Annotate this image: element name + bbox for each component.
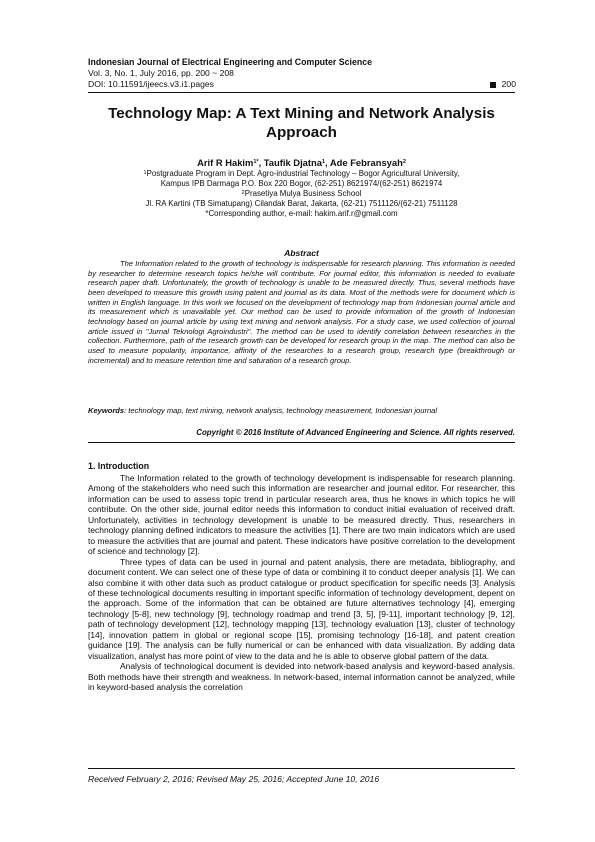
affiliation-2-line-2: Jl. RA Kartini (TB Simatupang) Cilandak Barat, Jakarta, (62-21) 7511126/(62-21) 7511128 [145, 199, 458, 208]
paper-title [88, 104, 515, 142]
paragraph: Analysis of technological document is devided into network-based analysis and keyword-based analysis. Both methods have their strength and weakness. In network-based, internal information cannot be analyzed, while in keyword-based analysis the correlation [88, 661, 515, 693]
affiliation-2-line-1: $^2$Prasetiya Mulya Business School [241, 189, 362, 198]
paragraph: The Information related to the growth of technology development is indispensable for research planning. Among of the stakeholders who need such this information are researcher and journal editor. For researcher, this information can be used to assess topic trend in particular research area, thus he knows in which topics he will contribute. On the other side, journal editor needs this information to conduct initial evaluation of received draft. Unfortunately, activities in technology development is unable to be measured directly. Thus, researchers in technology planning defined indicators to measure the activities [1]. There are two main indicators which are used to measure the activities that are journal and patent. These indicators have positive correlation to the development of science and technology [2]. [88, 473, 515, 557]
footer-rule [88, 768, 515, 769]
title-line-1: Technology Map: A Text Mining and Network Analysis [108, 105, 495, 122]
affiliation-1-line-2: Kampus IPB Darmaga P.O. Box 220 Bogor, (62-251) 8621974/(62-251) 8621974 [160, 179, 443, 188]
doi: DOI: 10.11591/ijeecs.v3.i1.pages [88, 79, 214, 89]
abstract-rule [88, 442, 515, 443]
received-dates: Received February 2, 2016; Revised May 25, 2016; Accepted June 10, 2016 [88, 774, 380, 784]
author-2-sup: 1 [321, 159, 326, 165]
paragraph: Three types of data can be used in journal and patent analysis, there are metadata, bibliography, and document content. We can select one of these type of data or combining it to conduct deeper analysis [1]. We can also combine it with other data such as product catalogue or product specification for specific needs [3]. Analysis of these technological documents resulting in important specific information of technology development, depent on the approach. Some of the information that can be obtained are future alternatives technology [4], emerging technology [5-8], new technology [9], technology roadmap and trend [3, 5], [9-11], important technology [9, 12], path of technology development [12], technology mapping [13], technology evaluation [13], cluster of technology [14], innovation pattern in global or regional scope [15], promising technology [16-18], and patent creation guidance [19]. The analysis can be fully numerical or can be enhanced with data visualization. By adding data visualization, analyst has more point of view to the data and he is able to observe global pattern of the data. [88, 556, 515, 661]
abstract-heading: Abstract [284, 248, 319, 258]
abstract-text: The Information related to the growth of technology is indispensable for research planning. This information is needed by researcher to determine research topics he/she will contribute. For journal editor, this information is needed to evaluate research paper draft. Unfortunately, the growth of technology is unable to be measured directly. Thus, several methods have been developed to measure this growth using patent and journal as its data. Most of the methods were for document which is written in English language. In this work we focused on the development of technology map from Indonesian journal article and its measurement which is unavailable yet. Our method can be used to provide information of the growth of Indonesian technology based on journal article by using text mining and network analysis. For a study case, we used collection of journal article issued in "Jurnal Teknologi Agroindustri". The method can be used to identify correlation between researches in the collection. Furthermore, path of the research growth can be developed for research group in the map. The method can also be used to measure popularity, importance, affinity of the researches to a research group, research type (breakthrough or incremental) and to measure retention time and saturation of a research group. [88, 259, 515, 365]
running-header [88, 57, 516, 90]
author-1-sup: 1* [253, 159, 259, 165]
affiliation-2-sup: 2 [241, 190, 245, 196]
keywords [88, 406, 515, 416]
author-1: Arif R Hakim [197, 157, 254, 168]
page-number: 200 [501, 79, 516, 89]
header-rule [88, 92, 515, 93]
keywords-text: : technology map, text mining, network analysis, technology measurement, Indonesian journal [124, 406, 438, 415]
corresponding-author: *Corresponding author, e-mail: hakim.arif.r@gmail.com [205, 209, 398, 218]
page-number-group [490, 79, 516, 90]
section-heading: 1. Introduction [88, 461, 150, 471]
author-3: Ade Febransyah [329, 157, 403, 168]
volume-info: Vol. 3, No. 1, July 2016, pp. 200 ~ 208 [88, 68, 234, 78]
doi-row [88, 79, 516, 90]
author-block [88, 157, 515, 219]
abstract [88, 248, 515, 365]
author-2: Taufik Djatna [263, 157, 322, 168]
square-bullet-icon [490, 82, 496, 88]
keywords-label: Keywords [88, 406, 125, 415]
title-line-2: Approach [266, 124, 337, 141]
affiliation-1-line-1: $^1$Postgraduate Program in Dept. Agro-industrial Technology – Bogor Agricultural University, [143, 169, 460, 178]
author-3-sup: 2 [402, 159, 406, 165]
copyright-notice: Copyright © 2016 Institute of Advanced Engineering and Science. All rights reserved. [196, 428, 515, 437]
journal-name: Indonesian Journal of Electrical Engineering and Computer Science [88, 57, 373, 67]
section-body [88, 473, 515, 693]
author-names: Arif R Hakim$^{1*}$, Taufik Djatna$^1$, Ade Febransyah$^2$ [197, 157, 406, 168]
affiliation-1-sup: 1 [143, 170, 147, 176]
